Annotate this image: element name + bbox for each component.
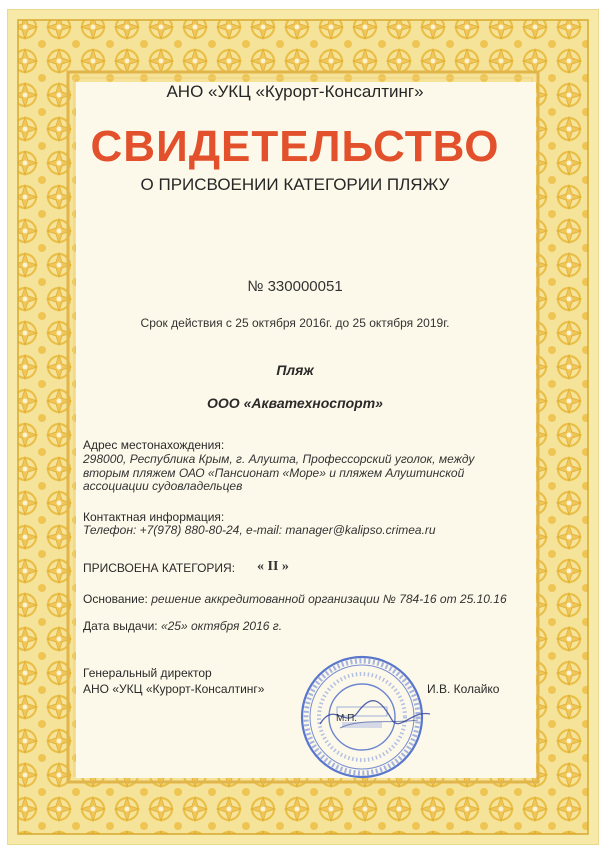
basis-line [83,592,507,607]
validity-period: Срок действия с 25 октября 2016г. до 25 октября 2019г. [140,316,450,330]
director-organization: АНО «УКЦ «Курорт-Консалтинг» [83,682,265,696]
certificate-number: № 330000051 [247,278,343,295]
address-value: 298000, Республика Крым, г. Алушта, Профессорский уголок, между вторым пляжем ОАО «Пансионат «Море» и пляжем Алуштинской ассоциации судовладельцев [83,452,475,493]
certificate-subtitle: О ПРИСВОЕНИИ КАТЕГОРИИ ПЛЯЖУ [140,175,450,194]
category-label: ПРИСВОЕНА КАТЕГОРИЯ: [83,561,236,575]
signatory-name: И.В. Колайко [427,682,500,696]
certificate-title: СВИДЕТЕЛЬСТВО [90,122,500,171]
contact-label: Контактная информация: [83,510,225,524]
issue-date-line [83,619,282,634]
contact-value: Телефон: +7(978) 880-80-24, e-mail: manager@kalipso.crimea.ru [83,523,436,537]
address-label: Адрес местонахождения: [83,438,225,452]
basis-label: Основание: [83,592,148,606]
stamp-place-mark: М.П. [336,713,358,724]
company-name: ООО «Акватехноспорт» [207,395,383,411]
issue-date-value: «25» октября 2016 г. [160,619,283,633]
issue-date-label: Дата выдачи: [83,619,158,633]
issuing-organization: АНО «УКЦ «Курорт-Консалтинг» [166,82,424,101]
signature [300,690,440,740]
category-value: « II » [257,559,289,574]
director-title: Генеральный директор [83,666,212,680]
object-type: Пляж [276,362,314,378]
basis-value: решение аккредитованной организации № 784-16 от 25.10.16 [151,592,507,606]
